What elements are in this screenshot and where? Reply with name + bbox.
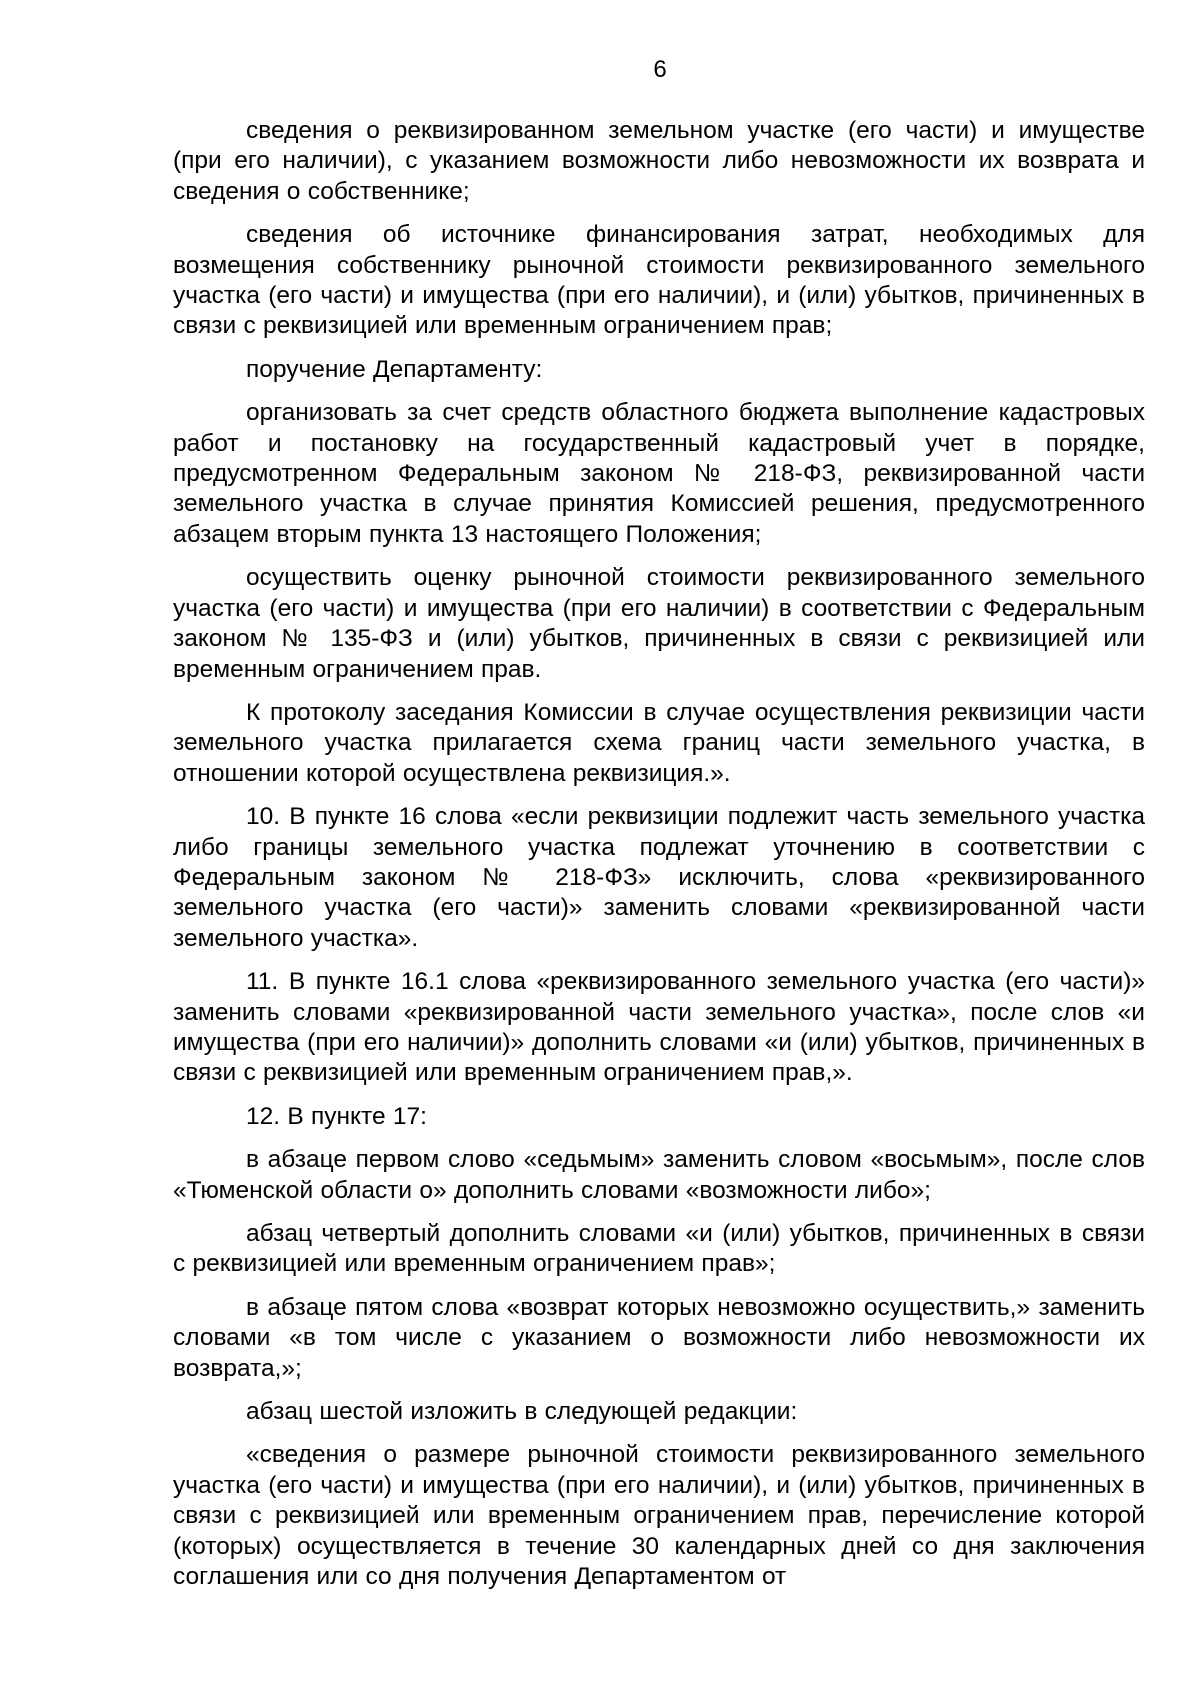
paragraph: 10. В пункте 16 слова «если реквизиции подлежит часть земельного участка либо границы земельного участка подлежат уточнению в соответствии с Федеральным законом № 218-ФЗ» исключить, слова «реквизированного земельного участка (его части)» заменить словами «реквизированной части земельного участка». — [173, 803, 1145, 952]
paragraph: в абзаце пятом слова «возврат которых невозможно осуществить,» заменить словами «в том числе с указанием о возможности либо невозможности их возврата,»; — [173, 1293, 1145, 1382]
paragraph: организовать за счет средств областного бюджета выполнение кадастровых работ и постановку на государственный кадастровый учет в порядке, предусмотренном Федеральным законом № 218-ФЗ, реквизированной части земельного участка в случае принятия Комиссией решения, предусмотренного абзацем вторым пункта 13 настоящего Положения; — [173, 399, 1145, 548]
document-body — [173, 116, 1145, 1605]
paragraph: осуществить оценку рыночной стоимости реквизированного земельного участка (его части) и имущества (при его наличии) в соответствии с Федеральным законом № 135-ФЗ и (или) убытков, причиненных в связи с реквизицией или временным ограничением прав. — [173, 564, 1145, 683]
paragraph: поручение Департаменту: — [246, 355, 543, 383]
paragraph: сведения о реквизированном земельном участке (его части) и имуществе (при его наличии), с указанием возможности либо невозможности их возврата и сведения о собственнике; — [173, 117, 1145, 205]
page-number: 6 — [653, 56, 667, 83]
paragraph: в абзаце первом слово «седьмым» заменить словом «восьмым», после слов «Тюменской области о» дополнить словами «возможности либо»; — [173, 1146, 1145, 1204]
paragraph: К протоколу заседания Комиссии в случае осуществления реквизиции части земельного участка прилагается схема границ части земельного участка, в отношении которой осуществлена реквизиция.». — [173, 698, 1145, 787]
paragraph: 12. В пункте 17: — [246, 1102, 427, 1130]
paragraph: абзац шестой изложить в следующей редакции: — [246, 1398, 798, 1426]
paragraph: абзац четвертый дополнить словами «и (или) убытков, причиненных в связи с реквизицией или временным ограничением прав»; — [173, 1220, 1145, 1278]
paragraph: «сведения о размере рыночной стоимости реквизированного земельного участка (его части) и имущества (при его наличии), и (или) убытков, причиненных в связи с реквизицией или временным ограничением прав, перечисление которой (которых) осуществляется в течение 30 календарных дней со дня заключения соглашения или со дня получения Департаментом от — [173, 1441, 1145, 1591]
paragraph: 11. В пункте 16.1 слова «реквизированного земельного участка (его части)» заменить словами «реквизированной части земельного участка», после слов «и имущества (при его наличии)» дополнить словами «и (или) убытков, причиненных в связи с реквизицией или временным ограничением прав,». — [173, 968, 1145, 1087]
paragraph: сведения об источнике финансирования затрат, необходимых для возмещения собственнику рыночной стоимости реквизированного земельного участка (его части) и имущества (при его наличии), и (или) убытков, причиненных в связи с реквизицией или временным ограничением прав; — [173, 221, 1145, 340]
